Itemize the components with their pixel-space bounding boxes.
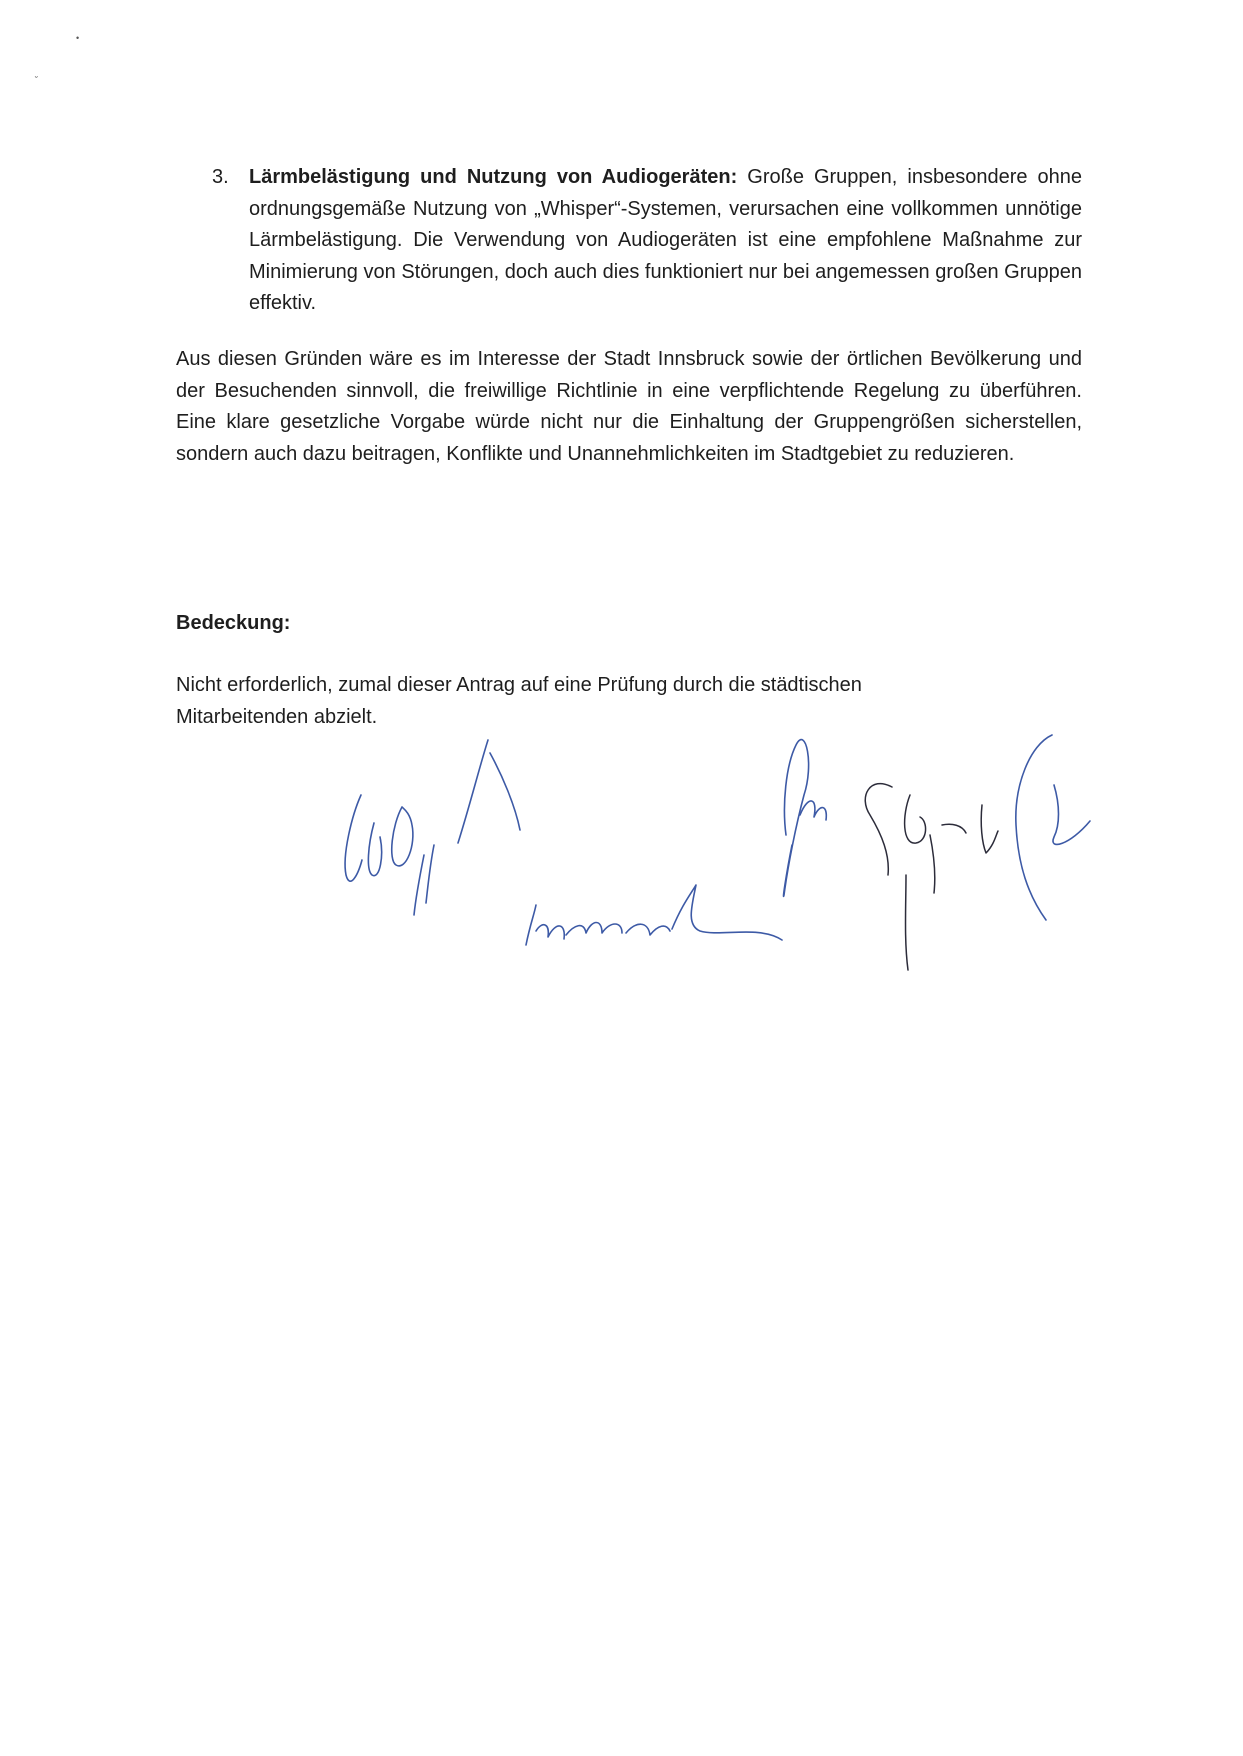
scan-artifact: ˘ bbox=[35, 75, 38, 85]
scan-artifact: • bbox=[76, 33, 80, 43]
signature-4 bbox=[865, 735, 1090, 970]
signature-2 bbox=[526, 885, 782, 945]
coverage-paragraph: Nicht erforderlich, zumal dieser Antrag auf eine Prüfung durch die städtischen Mitarbeitenden abzielt. bbox=[176, 674, 862, 728]
signature-1 bbox=[345, 740, 520, 915]
list-item-body bbox=[249, 162, 1082, 320]
handwritten-signatures bbox=[330, 725, 1210, 990]
signature-block bbox=[330, 725, 1210, 990]
list-item-number: 3. bbox=[212, 166, 229, 188]
signature-3 bbox=[783, 740, 826, 897]
section-heading-coverage: Bedeckung: bbox=[176, 612, 291, 634]
conclusion-paragraph: Aus diesen Gründen wäre es im Interesse der Stadt Innsbruck sowie der örtlichen Bevölkerung und der Besuchenden sinnvoll, die freiwillige Richtlinie in eine verpflichtende Regelung zu überführen. Eine klare gesetzliche Vorgabe würde nicht nur die Einhaltung der Gruppengrößen sicherstellen, sondern auch dazu beitragen, Konflikte und Unannehmlichkeiten im Stadtgebiet zu reduzieren. bbox=[176, 348, 1082, 465]
list-item-text: Große Gruppen, insbesondere ohne ordnungsgemäße Nutzung von „Whisper“-Systemen, verursachen eine vollkommen unnötige Lärmbelästigung. Die Verwendung von Audiogeräten ist eine empfohlene Maßnahme zur Minimierung von Störungen, doch auch dies funktioniert nur bei angemessen großen Gruppen effektiv. bbox=[249, 166, 1082, 314]
list-item-heading: Lärmbelästigung und Nutzung von Audiogeräten: bbox=[249, 166, 738, 188]
